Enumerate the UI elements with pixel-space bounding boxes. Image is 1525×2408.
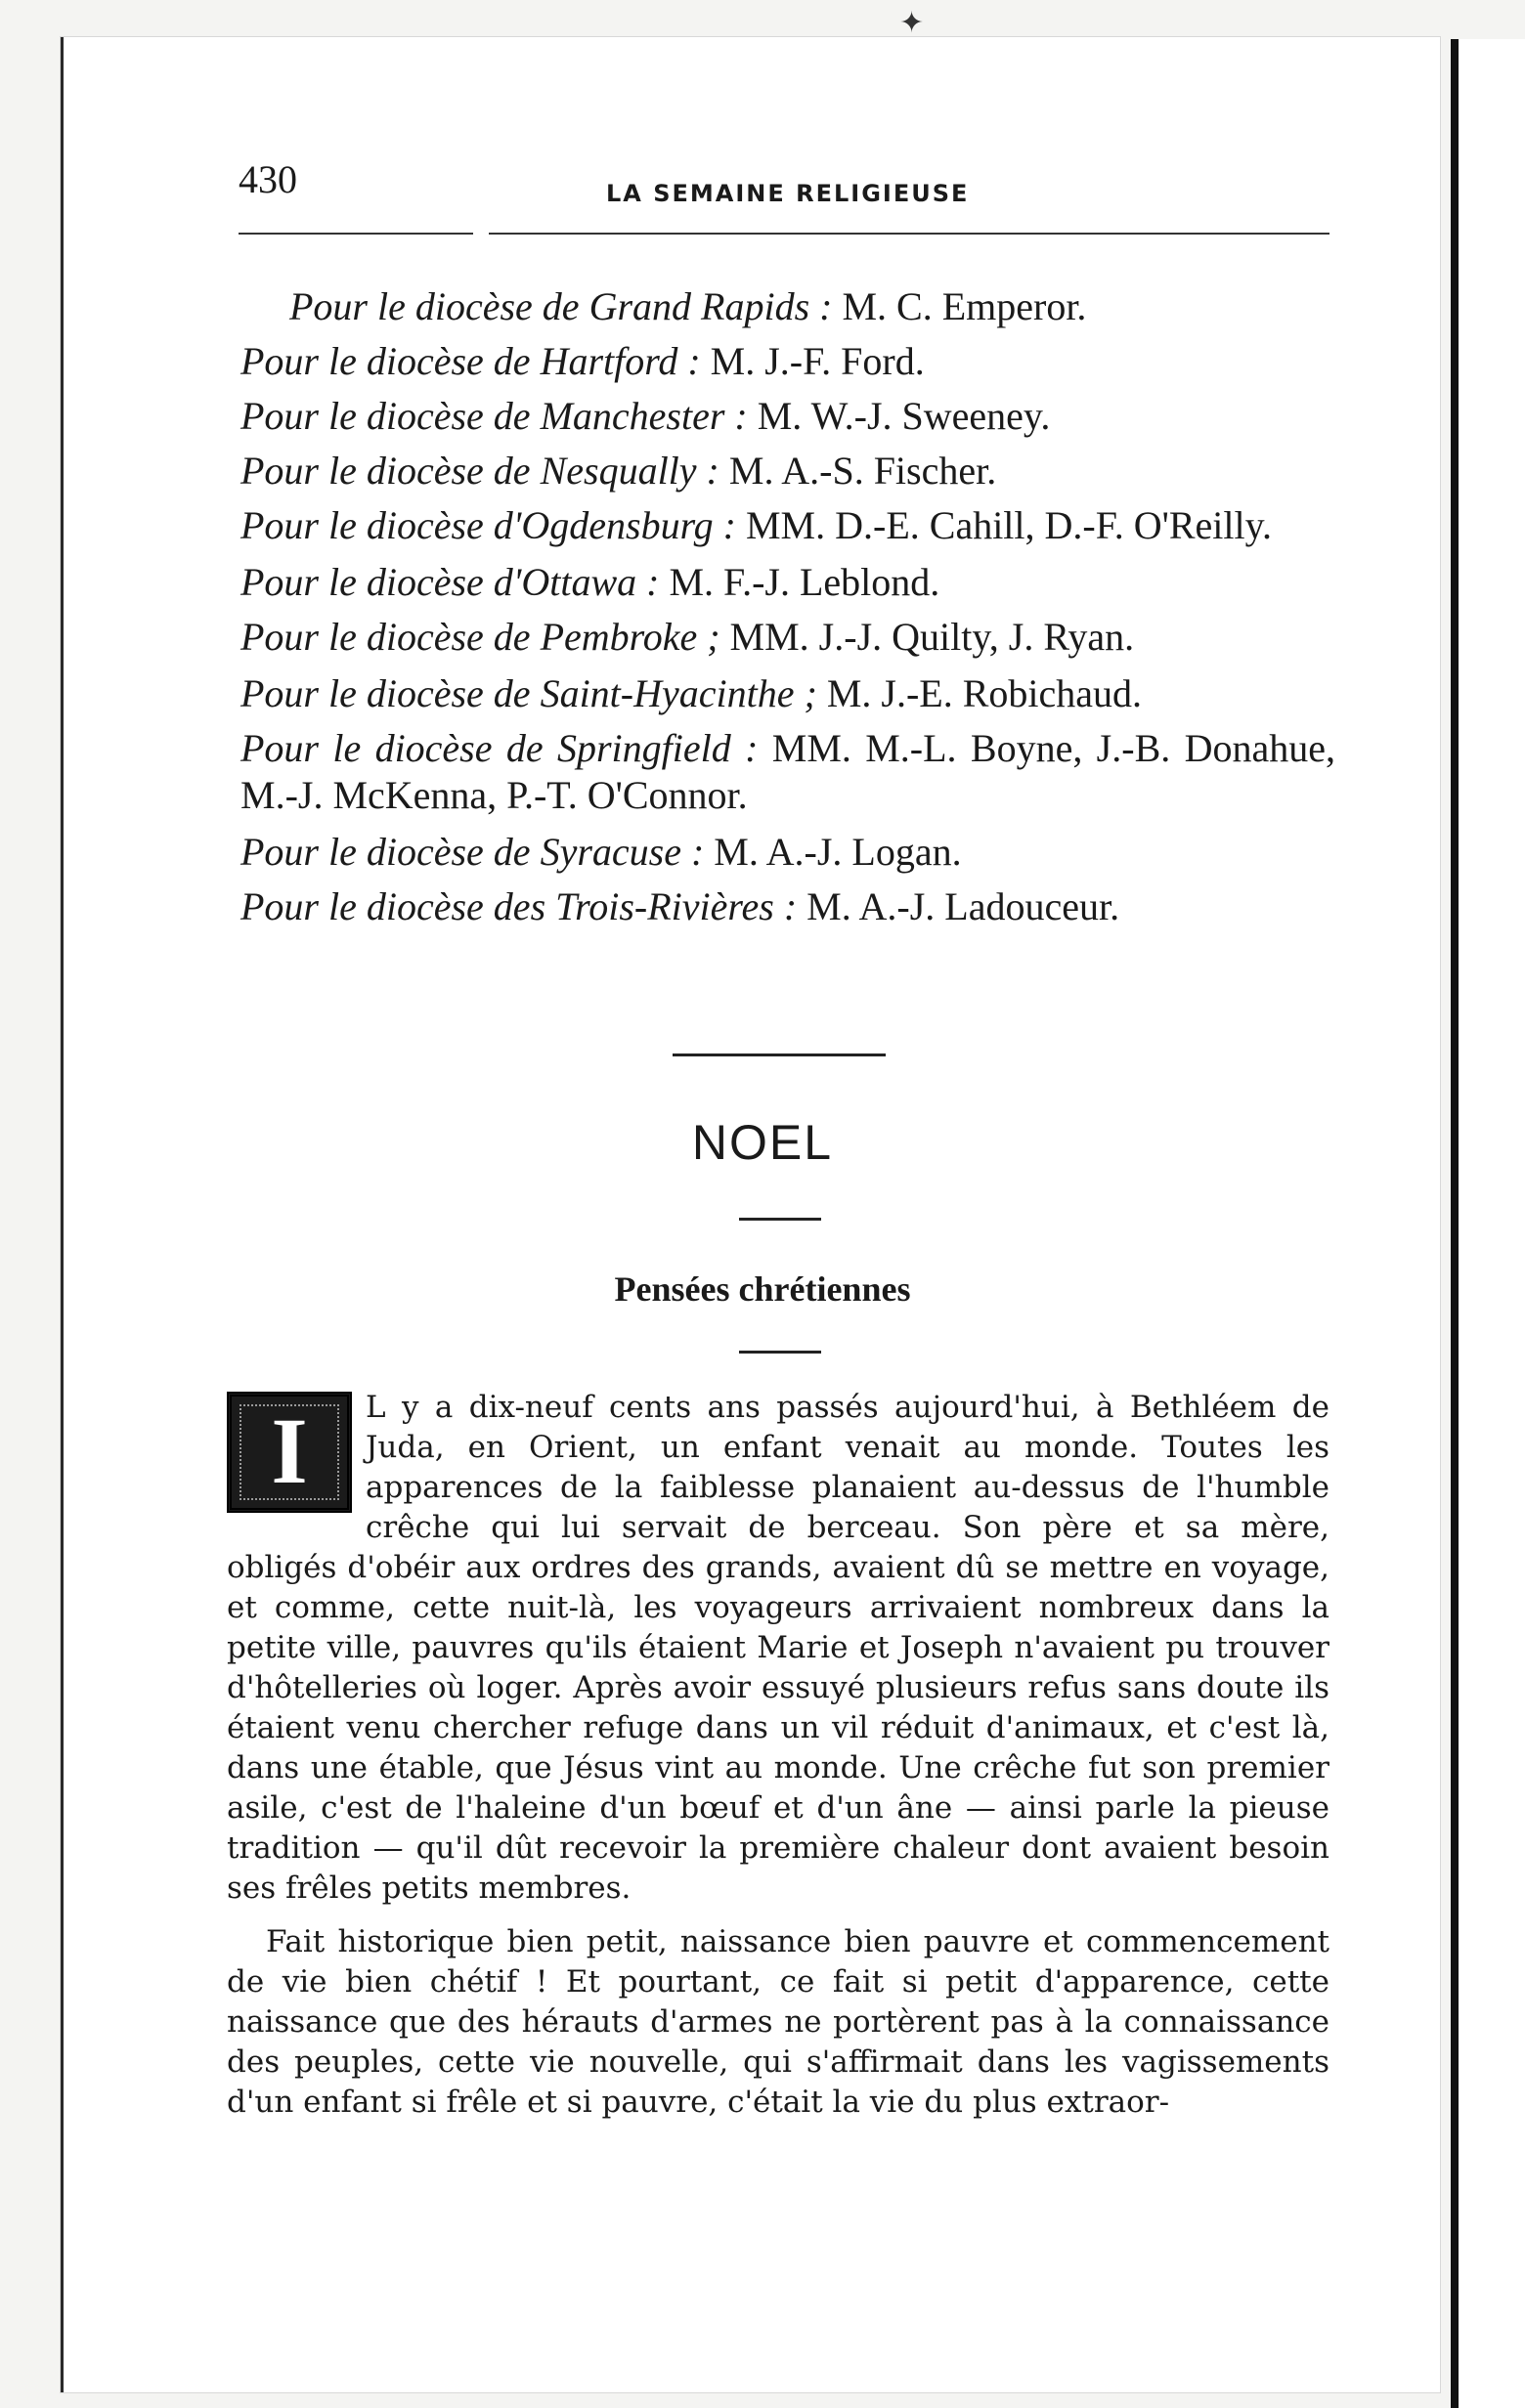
- diocese-delegate: M. A.-J. Ladouceur.: [797, 884, 1120, 928]
- diocese-entry: [240, 883, 1335, 930]
- diocese-entry: [240, 393, 1335, 440]
- article-body: [227, 1388, 1329, 2136]
- diocese-name: Pour le diocèse d'Ogdensburg :: [240, 503, 736, 547]
- diocese-delegate: M. A.-S. Fischer.: [719, 449, 997, 493]
- diocese-entry: [240, 502, 1335, 549]
- diocese-name: Pour le diocèse de Saint-Hyacinthe ;: [240, 671, 817, 715]
- diocese-delegate: MM. D.-E. Cahill, D.-F. O'Reilly.: [735, 503, 1273, 547]
- ink-mark-icon: ✦: [899, 7, 925, 39]
- diocese-name: Pour le diocèse de Syracuse :: [240, 830, 705, 874]
- diocese-entry: [240, 559, 1335, 606]
- diocese-name: Pour le diocèse de Nesqually :: [240, 449, 719, 493]
- paragraph: [227, 1922, 1329, 2123]
- paragraph: [227, 1388, 1329, 1909]
- diocese-delegate: M. A.-J. Logan.: [704, 830, 962, 874]
- diocese-delegate: MM. J.-J. Quilty, J. Ryan.: [719, 615, 1135, 659]
- title-divider: [739, 1218, 821, 1221]
- diocese-name: Pour le diocèse d'Ottawa :: [240, 560, 660, 604]
- header-rule-right: [489, 233, 1329, 235]
- diocese-name: Pour le diocèse de Pembroke ;: [240, 615, 720, 659]
- paragraph-text: L y a dix-neuf cents ans passés aujourd'hui, à Bethléem de Juda, en Orient, un enfant venait au monde. Toutes les apparences de la faiblesse planaient au-dessus de l'humble crêche qui lui servait de berceau. Son père et sa mère, obligés d'obéir aux ordres des grands, avaient dû se mettre en voyage, et comme, cette nuit-là, les voyageurs arrivaient nombreux dans la petite ville, pauvres qu'ils étaient Marie et Joseph n'avaient pu trouver d'hôtelleries où loger. Après avoir essuyé plusieurs refus sans doute ils étaient venu chercher refuge dans un vil réduit d'animaux, et c'est là, dans une étable, que Jésus vint au monde. Une crêche fut son premier asile, c'est de l'haleine d'un bœuf et d'un âne — ainsi parle la pieuse tradition — qu'il dût recevoir la première chaleur dont avaient besoin ses frêles petits membres.: [227, 1390, 1329, 1906]
- diocese-delegate: M. W.-J. Sweeney.: [747, 394, 1051, 438]
- diocese-entry: [240, 829, 1335, 876]
- diocese-name: Pour le diocèse des Trois-Rivières :: [240, 884, 798, 928]
- diocese-entry: [240, 670, 1335, 717]
- ornamental-initial: [227, 1392, 352, 1513]
- diocese-delegate: MM. M.-L. Boyne, J.-B. Donahue, M.-J. McKenna, P.-T. O'Connor.: [240, 726, 1335, 817]
- diocese-list: [240, 283, 1335, 938]
- diocese-entry: [240, 614, 1335, 661]
- subtitle-divider: [739, 1351, 821, 1354]
- diocese-name: Pour le diocèse de Springfield :: [240, 726, 759, 770]
- initial-letter: I: [271, 1398, 308, 1503]
- diocese-entry: [240, 448, 1335, 494]
- diocese-entry: [240, 725, 1335, 819]
- running-title: LA SEMAINE RELIGIEUSE: [606, 180, 970, 207]
- diocese-delegate: M. J.-F. Ford.: [700, 339, 925, 383]
- diocese-entry: [240, 283, 1335, 330]
- diocese-delegate: M. J.-E. Robichaud.: [816, 671, 1142, 715]
- header-rule-left: [239, 233, 473, 235]
- section-divider: [673, 1054, 886, 1056]
- diocese-name: Pour le diocèse de Hartford :: [240, 339, 701, 383]
- diocese-entry: [240, 338, 1335, 385]
- diocese-name: Pour le diocèse de Grand Rapids :: [289, 284, 833, 328]
- diocese-delegate: M. C. Emperor.: [832, 284, 1087, 328]
- diocese-delegate: M. F.-J. Leblond.: [659, 560, 940, 604]
- article-title: NOEL: [691, 1115, 834, 1170]
- page-number: 430: [239, 157, 297, 201]
- article-subtitle: Pensées chrétiennes: [614, 1269, 911, 1309]
- paragraph-text: Fait historique bien petit, naissance bien pauvre et commencement de vie bien chétif ! Et pourtant, ce fait si petit d'apparence, cette naissance que des hérauts d'armes ne portèrent pas à la connaissance des peuples, cette vie nouvelle, qui s'affirmait dans les vagissements d'un enfant si frêle et si pauvre, c'était la vie du plus extraor-: [227, 1924, 1329, 2120]
- diocese-name: Pour le diocèse de Manchester :: [240, 394, 748, 438]
- facing-page-edge: [1451, 39, 1525, 2408]
